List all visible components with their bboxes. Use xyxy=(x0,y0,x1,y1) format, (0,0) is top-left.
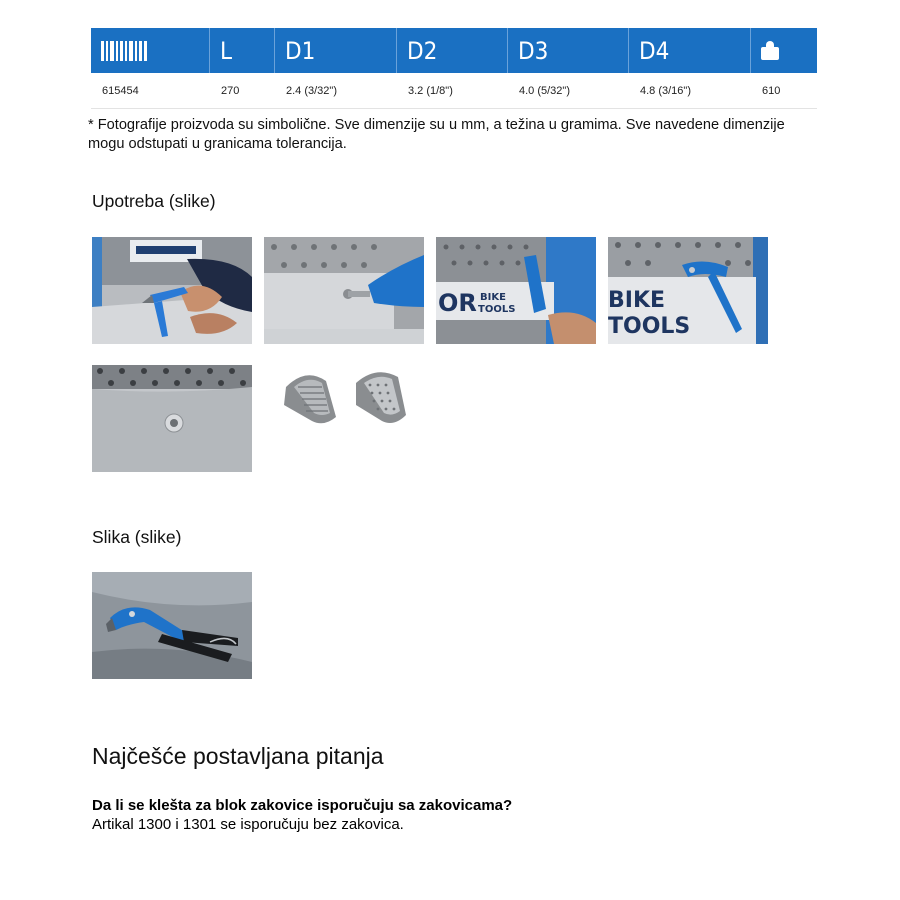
jaw-inserts-photo[interactable] xyxy=(264,365,424,472)
sign-closeup-tools: TOOLS xyxy=(608,314,691,339)
faq-question: Da li se klešta za blok zakovice isporučuju sa zakovicama? xyxy=(92,797,513,814)
col-header-d3: D3 xyxy=(508,28,629,73)
cell-d2: 3.2 (1/8") xyxy=(408,84,453,97)
rivet-head-photo[interactable] xyxy=(92,365,252,472)
rivet-in-panel-photo[interactable] xyxy=(264,237,424,344)
sign-text-bike: BIKE xyxy=(480,292,506,303)
col-header-barcode xyxy=(91,28,210,73)
cell-weight: 610 xyxy=(762,84,781,97)
col-header-d1: D1 xyxy=(275,28,397,73)
sign-text-tools: TOOLS xyxy=(478,304,516,315)
faq-title: Najčešće postavljana pitanja xyxy=(92,743,384,769)
bike-tools-sign-photo[interactable] xyxy=(436,237,596,344)
col-header-d4: D4 xyxy=(629,28,751,73)
spec-table xyxy=(91,28,817,109)
spec-table-header xyxy=(91,28,817,73)
cell-d4: 4.8 (3/16") xyxy=(640,84,691,97)
cell-length: 270 xyxy=(221,84,240,97)
riveting-tool-hands-photo[interactable] xyxy=(92,237,252,344)
cell-article-number: 615454 xyxy=(102,84,139,97)
weight-icon xyxy=(761,41,779,61)
barcode-icon xyxy=(101,41,149,61)
sign-closeup-bike: BIKE xyxy=(608,288,666,313)
picture-section-title: Slika (slike) xyxy=(92,527,182,547)
rivet-tool-product-photo[interactable] xyxy=(92,572,252,679)
usage-section-title: Upotreba (slike) xyxy=(92,191,216,211)
col-header-d2: D2 xyxy=(397,28,508,73)
bike-tools-sign-closeup-photo[interactable] xyxy=(608,237,768,344)
cell-d3: 4.0 (5/32") xyxy=(519,84,570,97)
disclaimer-note: * Fotografije proizvoda su simbolične. Sve dimenzije su u mm, a težina u gramima. Sve navedene dimenzije mogu odstupati u granicama tolerancija. xyxy=(88,117,785,152)
cell-d1: 2.4 (3/32") xyxy=(286,84,337,97)
sign-text-or: OR xyxy=(438,289,477,317)
table-row xyxy=(91,73,817,109)
col-header-weight xyxy=(751,28,817,73)
faq-answer: Artikal 1300 i 1301 se isporučuju bez zakovica. xyxy=(92,816,404,833)
col-header-l: L xyxy=(210,28,275,73)
